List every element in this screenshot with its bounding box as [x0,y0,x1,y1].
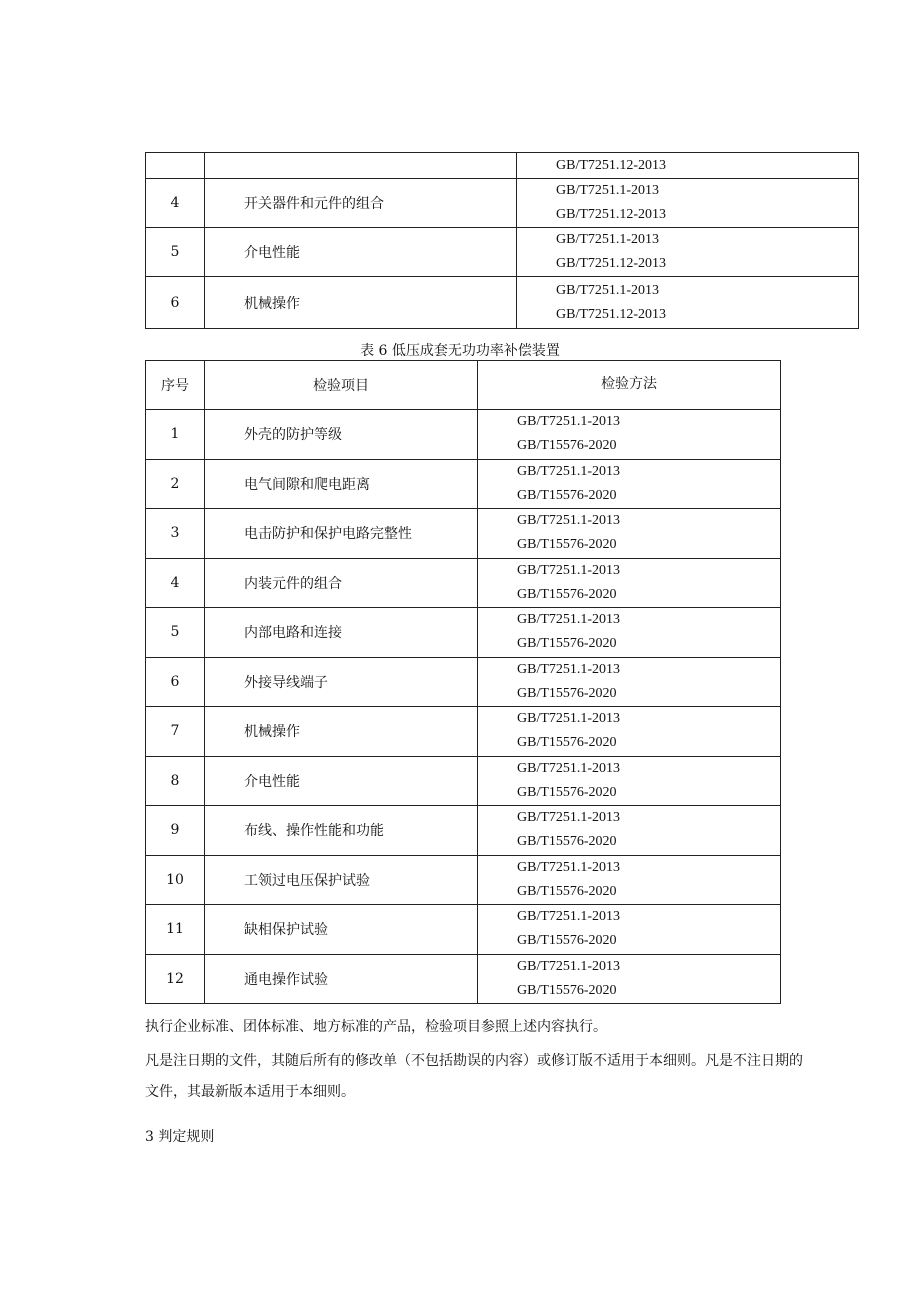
row-method [478,608,781,658]
table-row [146,707,781,757]
row-method [478,459,781,509]
method-line: GB/T15576-2020 [517,586,617,602]
method-line: GB/T7251.1-2013 [517,612,621,628]
table-row [146,179,859,228]
row-item: 电击防护和保护电路完整性 [205,509,478,559]
method-line: GB/T7251.12-2013 [556,256,667,271]
row-number: 4 [146,179,205,228]
row-item: 工领过电压保护试验 [205,855,478,905]
row-number: 12 [146,954,205,1004]
table-row [146,657,781,707]
row-item: 外壳的防护等级 [205,410,478,460]
row-item: 开关器件和元件的组合 [205,179,517,228]
row-number [146,153,205,179]
row-number: 2 [146,459,205,509]
row-method [478,707,781,757]
table-row [146,558,781,608]
method-line: GB/T15576-2020 [517,537,617,553]
table-row [146,277,859,329]
row-number: 4 [146,558,205,608]
method-line: GB/T7251.1-2013 [556,232,660,247]
method-line: GB/T7251.1-2013 [517,958,621,974]
method-line: GB/T7251.12-2013 [556,157,667,173]
table-row [146,410,781,460]
row-item: 通电操作试验 [205,954,478,1004]
row-item [205,153,517,179]
row-number: 6 [146,657,205,707]
row-method [478,657,781,707]
header-method: 检验方法 [478,361,781,410]
row-number: 5 [146,608,205,658]
method-line: GB/T7251.1-2013 [517,661,621,677]
method-line: GB/T15576-2020 [517,636,617,652]
table-top-continued [145,152,859,329]
row-method [517,179,859,228]
method-line: GB/T15576-2020 [517,735,617,751]
row-item: 布线、操作性能和功能 [205,806,478,856]
row-method [478,954,781,1004]
method-line: GB/T15576-2020 [517,438,617,454]
row-item: 电气间隙和爬电距离 [205,459,478,509]
header-item: 检验项目 [205,361,478,410]
table-row [146,509,781,559]
row-method [478,756,781,806]
method-line: GB/T15576-2020 [517,982,617,998]
table-6 [145,360,781,1004]
method-line: GB/T15576-2020 [517,933,617,949]
method-line: GB/T7251.12-2013 [556,306,667,322]
row-item: 介电性能 [205,756,478,806]
method-line: GB/T7251.1-2013 [556,282,660,298]
row-method [517,153,859,179]
row-item: 介电性能 [205,228,517,277]
row-number: 10 [146,855,205,905]
row-method [478,905,781,955]
method-line: GB/T7251.1-2013 [517,760,621,776]
method-line: GB/T7251.1-2013 [517,562,621,578]
table-row [146,756,781,806]
table-row [146,855,781,905]
row-item: 机械操作 [205,707,478,757]
row-item: 缺相保护试验 [205,905,478,955]
row-method [478,509,781,559]
table-row [146,806,781,856]
row-number: 1 [146,410,205,460]
table-row [146,228,859,277]
table-row [146,954,781,1004]
table-caption: 表 6 低压成套无功功率补偿装置 [360,343,560,359]
row-number: 6 [146,277,205,329]
row-method [478,410,781,460]
row-method [517,228,859,277]
row-method [478,855,781,905]
header-no: 序号 [146,361,205,410]
method-line: GB/T15576-2020 [517,784,617,800]
row-number: 7 [146,707,205,757]
row-method [478,558,781,608]
table-row [146,153,859,179]
row-method [478,806,781,856]
row-item: 内装元件的组合 [205,558,478,608]
method-line: GB/T15576-2020 [517,883,617,899]
method-line: GB/T7251.1-2013 [517,909,621,925]
method-line: GB/T7251.1-2013 [517,859,621,875]
table-row [146,905,781,955]
method-line: GB/T7251.1-2013 [556,183,660,198]
row-method [517,277,859,329]
row-item: 外接导线端子 [205,657,478,707]
row-number: 5 [146,228,205,277]
table-row [146,608,781,658]
method-line: GB/T7251.1-2013 [517,711,621,727]
method-line: GB/T15576-2020 [517,834,617,850]
method-line: GB/T15576-2020 [517,487,617,503]
row-number: 9 [146,806,205,856]
method-line: GB/T7251.1-2013 [517,414,621,430]
row-number: 11 [146,905,205,955]
paragraph-2: 凡是注日期的文件，其随后所有的修改单（不包括勘误的内容）或修订版不适用于本细则。凡是不注日期的文件，其最新版本适用于本细则。 [145,1053,803,1100]
paragraph-1: 执行企业标准、团体标准、地方标准的产品，检验项目参照上述内容执行。 [145,1019,607,1035]
method-line: GB/T7251.1-2013 [517,463,621,479]
method-line: GB/T7251.12-2013 [556,207,667,222]
row-number: 8 [146,756,205,806]
table-row [146,459,781,509]
row-number: 3 [146,509,205,559]
row-item: 内部电路和连接 [205,608,478,658]
method-line: GB/T7251.1-2013 [517,513,621,529]
table-header-row [146,361,781,410]
method-line: GB/T7251.1-2013 [517,810,621,826]
method-line: GB/T15576-2020 [517,685,617,701]
row-item: 机械操作 [205,277,517,329]
section-heading: 3 判定规则 [145,1129,215,1145]
